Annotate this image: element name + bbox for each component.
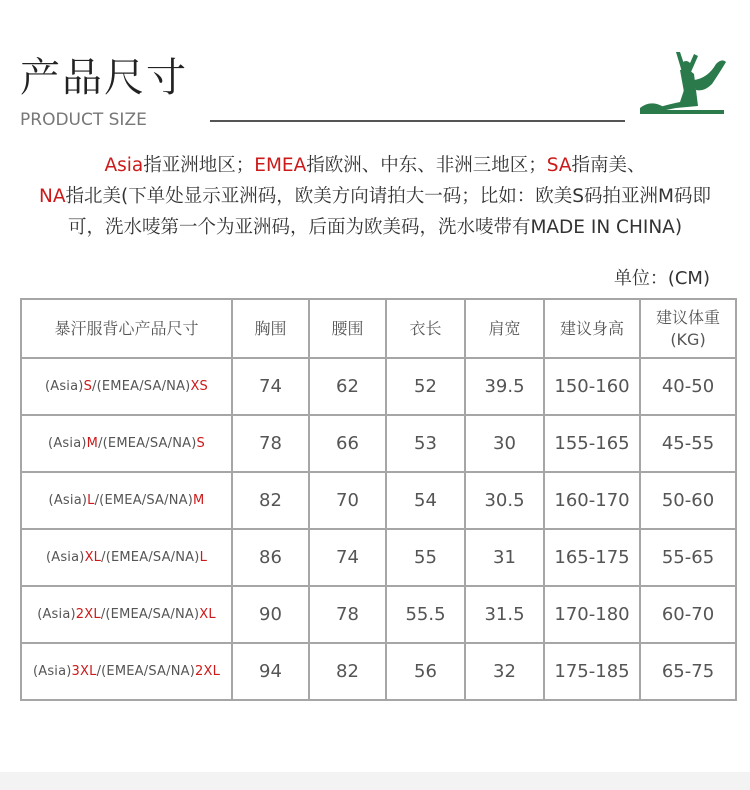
height-cell: 165-175 [544, 529, 640, 586]
shoulder-cell: 30.5 [465, 472, 544, 529]
header-length: 衣长 [386, 299, 465, 358]
size-table [20, 298, 737, 701]
header-weight: 建议体重(KG) [640, 299, 736, 358]
length-cell: 54 [386, 472, 465, 529]
height-cell: 160-170 [544, 472, 640, 529]
weight-cell: 40-50 [640, 358, 736, 415]
weight-cell: 55-65 [640, 529, 736, 586]
length-cell: 52 [386, 358, 465, 415]
region-text-sa: 指南美、 [571, 155, 646, 176]
region-text-asia: 指亚洲地区； [143, 155, 255, 176]
size-cell: (Asia)L/(EMEA/SA/NA)M [21, 472, 232, 529]
size-cell: (Asia)3XL/(EMEA/SA/NA)2XL [21, 643, 232, 700]
length-cell: 53 [386, 415, 465, 472]
region-code-sa: SA [546, 155, 572, 176]
header-size: 暴汗服背心产品尺寸 [21, 299, 232, 358]
weight-cell: 60-70 [640, 586, 736, 643]
chest-cell: 94 [232, 643, 309, 700]
table-row [21, 586, 736, 643]
bottom-bar [0, 772, 750, 790]
shoulder-cell: 31.5 [465, 586, 544, 643]
height-cell: 150-160 [544, 358, 640, 415]
chest-cell: 86 [232, 529, 309, 586]
waist-cell: 70 [309, 472, 386, 529]
region-code-emea: EMEA [254, 155, 307, 176]
height-cell: 155-165 [544, 415, 640, 472]
shoulder-cell: 30 [465, 415, 544, 472]
height-cell: 170-180 [544, 586, 640, 643]
region-text-na: 指北美(下单处显示亚洲码，欧美方向请拍大一码；比如：欧美S码拍亚洲M码即可，洗水唛第一个为亚洲码，后面为欧美码，洗水唛带有MADE IN CHINA) [65, 186, 711, 238]
yoga-pose-icon [636, 50, 728, 116]
length-cell: 56 [386, 643, 465, 700]
page-subtitle: PRODUCT SIZE [20, 110, 147, 130]
title-divider [210, 120, 625, 122]
table-header-row [21, 299, 736, 358]
region-text-emea: 指欧洲、中东、非洲三地区； [306, 155, 547, 176]
height-cell: 175-185 [544, 643, 640, 700]
weight-cell: 45-55 [640, 415, 736, 472]
size-notes [30, 150, 720, 243]
waist-cell: 62 [309, 358, 386, 415]
table-row [21, 643, 736, 700]
weight-cell: 65-75 [640, 643, 736, 700]
size-cell: (Asia)2XL/(EMEA/SA/NA)XL [21, 586, 232, 643]
weight-cell: 50-60 [640, 472, 736, 529]
chest-cell: 82 [232, 472, 309, 529]
table-row [21, 358, 736, 415]
table-row [21, 415, 736, 472]
waist-cell: 78 [309, 586, 386, 643]
length-cell: 55.5 [386, 586, 465, 643]
size-cell: (Asia)M/(EMEA/SA/NA)S [21, 415, 232, 472]
chest-cell: 78 [232, 415, 309, 472]
header-height: 建议身高 [544, 299, 640, 358]
table-row [21, 529, 736, 586]
shoulder-cell: 39.5 [465, 358, 544, 415]
length-cell: 55 [386, 529, 465, 586]
unit-label: 单位：(CM) [613, 268, 710, 289]
header-shoulder: 肩宽 [465, 299, 544, 358]
header-waist: 腰围 [309, 299, 386, 358]
region-code-asia: Asia [104, 155, 144, 176]
shoulder-cell: 32 [465, 643, 544, 700]
chest-cell: 74 [232, 358, 309, 415]
region-code-na: NA [39, 186, 66, 207]
size-cell: (Asia)S/(EMEA/SA/NA)XS [21, 358, 232, 415]
waist-cell: 82 [309, 643, 386, 700]
shoulder-cell: 31 [465, 529, 544, 586]
waist-cell: 74 [309, 529, 386, 586]
waist-cell: 66 [309, 415, 386, 472]
header-chest: 胸围 [232, 299, 309, 358]
chest-cell: 90 [232, 586, 309, 643]
page-title: 产品尺寸 [20, 55, 188, 101]
table-row [21, 472, 736, 529]
size-cell: (Asia)XL/(EMEA/SA/NA)L [21, 529, 232, 586]
